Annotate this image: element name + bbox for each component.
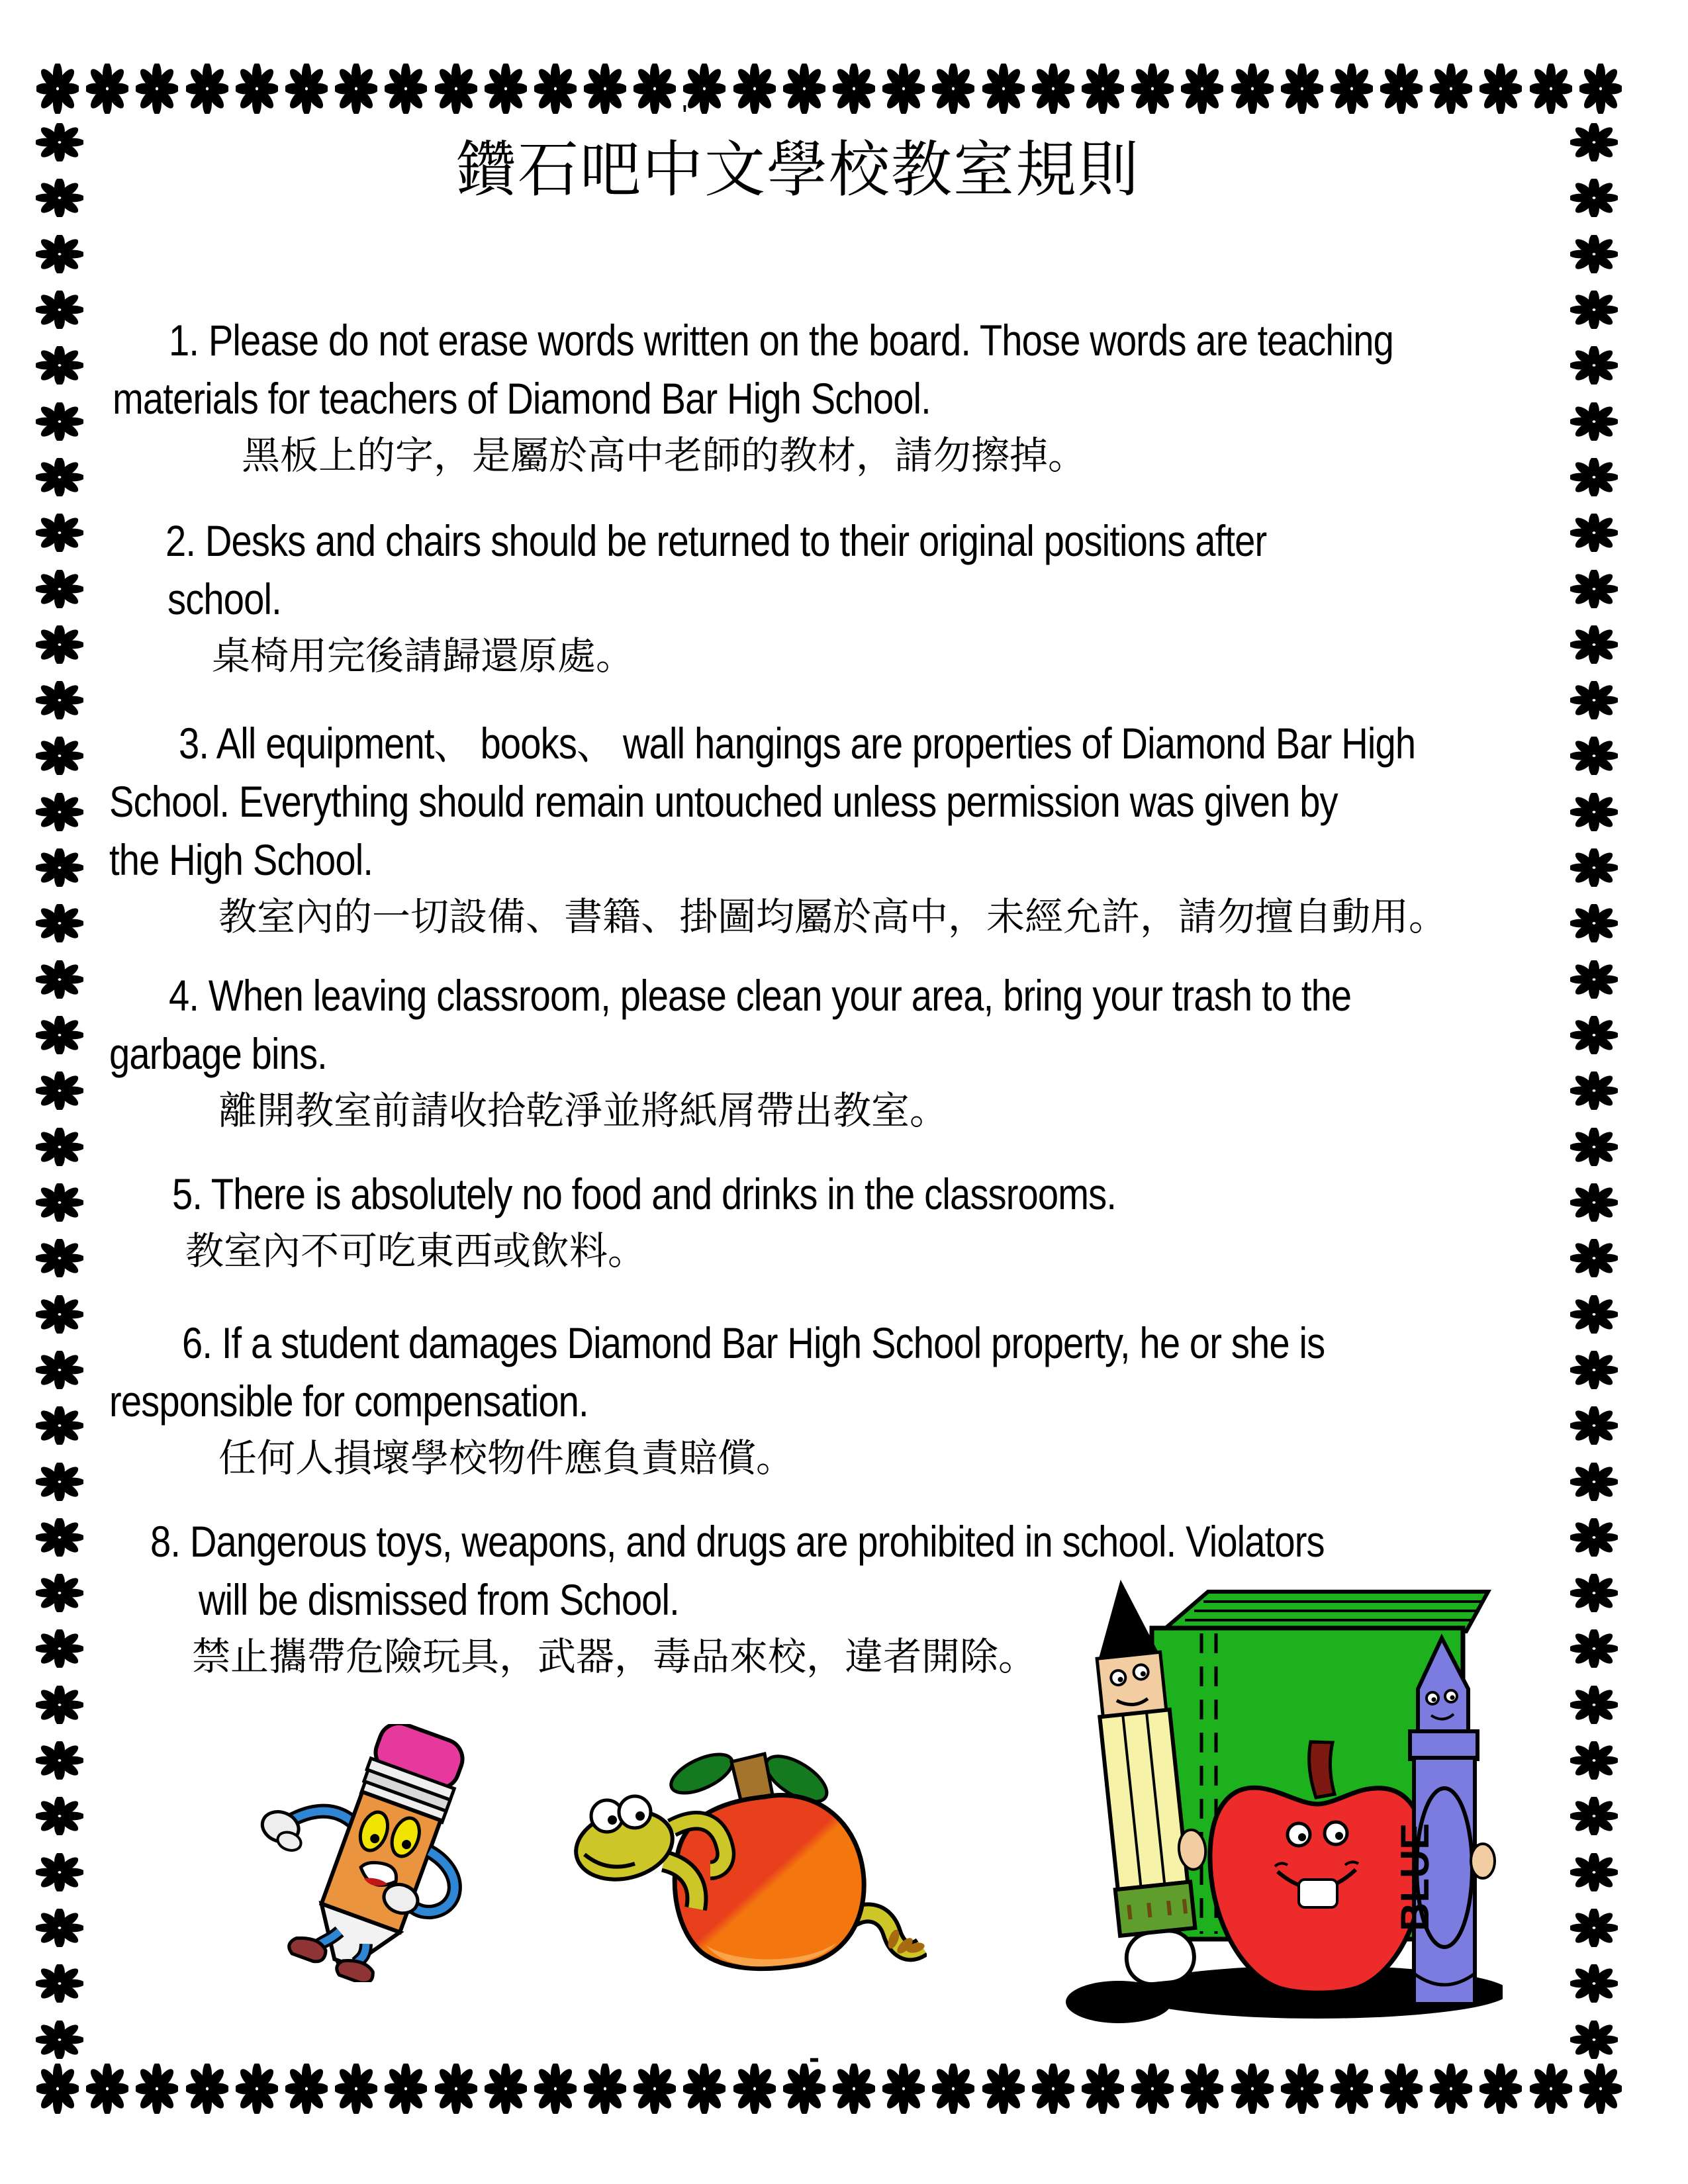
rule-2-chinese: 桌椅用完後請歸還原處。 — [212, 635, 635, 678]
rule-3-line: 3. All equipment、 books、 wall hangings are properties of Diamond Bar High — [179, 719, 1416, 768]
flower-icon — [1570, 1909, 1618, 1947]
rule-1-line: materials for teachers of Diamond Bar High School. — [113, 374, 931, 423]
rule-8-line: 8. Dangerous toys, weapons, and drugs are prohibited in school. Violators — [150, 1517, 1325, 1566]
flower-icon — [36, 2021, 83, 2059]
flower-icon — [1570, 1686, 1618, 1724]
border-bottom — [36, 2064, 1622, 2114]
rule-4-line: 4. When leaving classroom, please clean your area, bring your trash to the — [169, 971, 1352, 1020]
stray-apostrophe: ' — [682, 99, 688, 133]
flower-icon — [1570, 1964, 1618, 2003]
flower-icon — [335, 2064, 377, 2114]
rule-5-chinese: 教室內不可吃東西或飲料。 — [185, 1230, 647, 1273]
flower-icon — [882, 2064, 925, 2114]
flower-icon — [1570, 1853, 1618, 1891]
rule-6-line: responsible for compensation. — [109, 1377, 588, 1426]
rule-8-chinese: 禁止攜帶危險玩具，武器，毒品來校，違者開除。 — [192, 1635, 1037, 1678]
flower-icon — [186, 2064, 228, 2114]
flower-icon — [982, 2064, 1025, 2114]
flower-icon — [136, 2064, 178, 2114]
flower-icon — [1131, 2064, 1174, 2114]
flower-icon — [932, 2064, 974, 2114]
rule-2-line: school. — [167, 574, 281, 623]
flower-icon — [1570, 2021, 1618, 2059]
flower-icon — [1530, 2064, 1572, 2114]
flower-icon — [1570, 1797, 1618, 1835]
flower-icon — [36, 1853, 83, 1891]
flower-icon — [485, 2064, 527, 2114]
rule-4-line: garbage bins. — [109, 1029, 327, 1078]
rule-2 — [0, 512, 1688, 682]
rule-4 — [0, 966, 1688, 1137]
flower-icon — [1032, 2064, 1074, 2114]
flower-icon — [36, 1797, 83, 1835]
footer-dash: - — [809, 2040, 820, 2075]
flower-icon — [1231, 2064, 1274, 2114]
flower-icon — [385, 2064, 427, 2114]
flower-icon — [86, 2064, 128, 2114]
flower-icon — [833, 2064, 875, 2114]
flower-icon — [36, 1686, 83, 1724]
crayon-label: BLUE — [1393, 1823, 1437, 1931]
flower-icon — [534, 2064, 577, 2114]
rule-6-chinese: 任何人損壞學校物件應負責賠償。 — [218, 1437, 795, 1480]
rule-1-line: 1. Please do not erase words written on the board. Those words are teaching — [169, 316, 1393, 365]
flower-icon — [1380, 2064, 1423, 2114]
rule-3 — [0, 714, 1688, 943]
rule-3-chinese: 教室內的一切設備、書籍、掛圖均屬於高中，未經允許，請勿擅自動用。 — [218, 895, 1448, 938]
pencil-book-apple-crayon-cartoon-image — [1053, 1569, 1503, 2025]
rule-1-chinese: 黑板上的字，是屬於高中老師的教材，請勿擦掉。 — [242, 434, 1087, 477]
flower-icon — [584, 2064, 626, 2114]
walking-pencil-cartoon-image — [235, 1724, 526, 1982]
rule-2-line: 2. Desks and chairs should be returned to their original positions after — [165, 516, 1267, 565]
rule-3-line: the High School. — [109, 835, 373, 884]
flower-icon — [435, 2064, 477, 2114]
apple-with-worm-cartoon-image — [566, 1747, 927, 1985]
flower-icon — [285, 2064, 328, 2114]
flower-icon — [1479, 2064, 1522, 2114]
rule-5 — [0, 1165, 1688, 1277]
flower-icon — [683, 2064, 726, 2114]
flower-icon — [733, 2064, 776, 2114]
flower-icon — [36, 1741, 83, 1780]
rule-6-line: 6. If a student damages Diamond Bar High School property, he or she is — [182, 1318, 1325, 1367]
rule-4-chinese: 離開教室前請收拾乾淨並將紙屑帶出教室。 — [218, 1089, 949, 1132]
flower-icon — [36, 1964, 83, 2003]
rule-8-line: will be dismissed from School. — [199, 1575, 679, 1624]
flower-icon — [1579, 2064, 1622, 2114]
flower-icon — [1331, 2064, 1373, 2114]
flower-icon — [633, 2064, 676, 2114]
flower-icon — [1570, 1741, 1618, 1780]
flower-icon — [1181, 2064, 1223, 2114]
rule-5-line: 5. There is absolutely no food and drinks in the classrooms. — [172, 1169, 1117, 1218]
page-title: 鑽石吧中文學校教室規則 — [455, 136, 1141, 204]
flower-icon — [236, 2064, 278, 2114]
flower-icon — [1430, 2064, 1472, 2114]
rule-6 — [0, 1314, 1688, 1484]
flower-icon — [1281, 2064, 1323, 2114]
rule-1 — [0, 311, 1688, 482]
flower-icon — [36, 2064, 79, 2114]
flower-icon — [1082, 2064, 1124, 2114]
rule-3-line: School. Everything should remain untouched unless permission was given by — [109, 777, 1338, 826]
flower-icon — [36, 1909, 83, 1947]
